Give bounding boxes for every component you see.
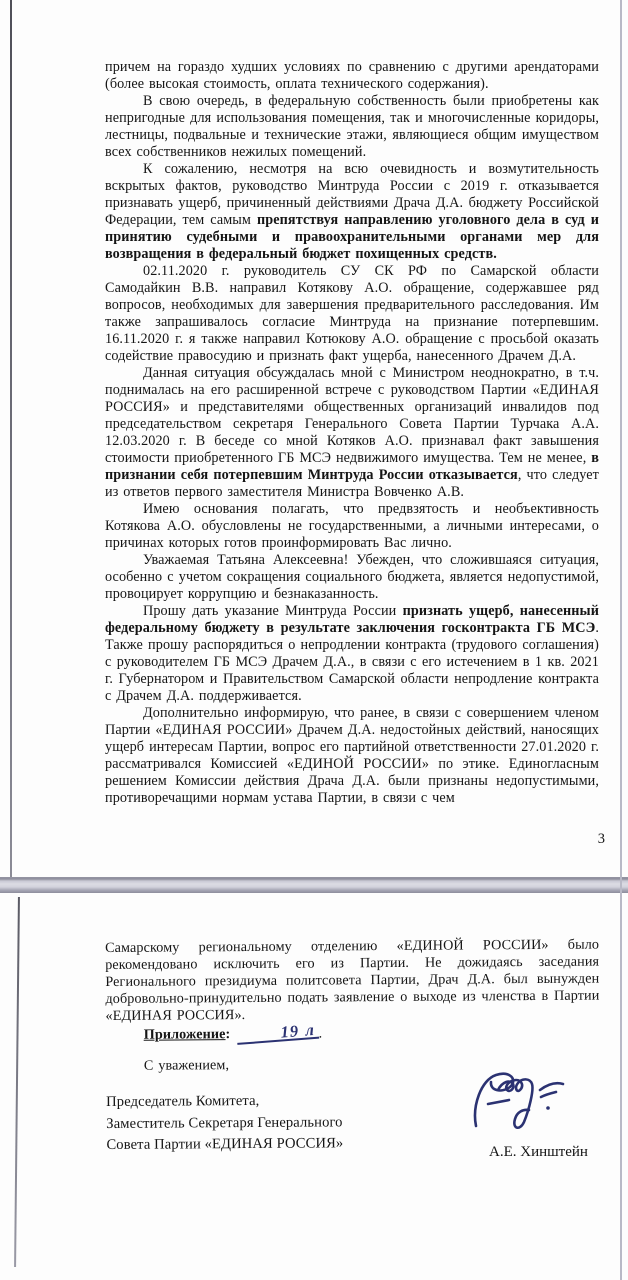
text-segment: К сожалению, несмотря на всю очевидность и возмутительность вскрытых фактов, руководство Минтруда России с 2019 г. отказывается признавать ущерб, причиненный действиями Драча Д.А. бюджету Российской Федерации, тем самым <box>105 161 599 228</box>
paragraph <box>105 365 599 501</box>
closing-salutation: С уважением, <box>143 1057 230 1074</box>
text-segment: причем на гораздо худших условиях по сравнению с другими арендаторами (более высокая стоимость, оплата технического содержания). <box>105 59 599 92</box>
scan-edge-line <box>14 897 20 1267</box>
text-segment: . Также прошу распорядиться о непродлении контракта (трудового соглашения) с руководителем ГБ МСЭ Драчем Д.А., в связи с его истечением в 1 кв. 2021 г. Губернатором и Правительством Самарской области непродление контракта с Драчем Д.А. поддерживается. <box>105 620 599 704</box>
paragraph <box>105 59 599 93</box>
scan-edge-line <box>10 0 12 877</box>
signer-name: А.Е. Хинштейн <box>489 1144 588 1160</box>
paragraph <box>105 263 599 365</box>
handwritten-attachment-count: 19 л <box>236 1022 319 1045</box>
paragraph <box>105 552 599 603</box>
page-right-edge <box>620 0 622 1280</box>
signer-title-line: Заместитель Секретаря Генерального <box>106 1113 343 1132</box>
text-segment: , что следует из ответов первого заместителя Министра Вовченко А.В. <box>105 467 599 500</box>
page-1-text <box>105 59 599 807</box>
paragraph <box>105 93 599 161</box>
text-segment: Уважаемая Татьяна Алексеевна! Убежден, что сложившаяся ситуация, особенно с учетом сокращения социального бюджета, является недопустимой, провоцирует коррупцию и безнаказанность. <box>105 552 599 602</box>
paragraph <box>105 161 599 263</box>
text-segment: Имею основания полагать, что предвзятость и необъективность Котякова А.О. обусловлены не государственными, а личными интересами, о причинах которых готов проинформировать Вас лично. <box>105 501 599 551</box>
paragraph <box>105 937 600 1025</box>
paragraph <box>105 501 599 552</box>
attachment-separator: : <box>225 1026 231 1043</box>
paragraph <box>105 705 599 807</box>
paragraph <box>105 603 599 705</box>
text-segment: Прошу дать указание Минтруда России <box>143 603 403 619</box>
signer-title-line: Совета Партии «ЕДИНАЯ РОССИЯ» <box>106 1135 344 1153</box>
signer-title-line: Председатель Комитета, <box>106 1092 260 1110</box>
text-segment: 02.11.2020 г. руководитель СУ СК РФ по Самарской области Самодайкин В.В. направил Котякову А.О. обращение, содержавшее ряд вопросов, необходимых для завершения предварительного расследования. Им также запрашивалось согласие Минтруда на признание потерпевшим. 16.11.2020 г. я также направил Котюкову А.О. обращение с просьбой оказать содействие правосудию и признать факт ущерба, нанесенного Драчем Д.А. <box>105 263 599 364</box>
attachment-line <box>106 1019 600 1044</box>
text-segment: Самарскому региональному отделению «ЕДИНОЙ РОССИИ» было рекомендовано исключить его из Партии. Не дожидаясь заседания Регионального президиума политсовета Партии, Драч Д.А. был вынужден добровольно-принудительно подать заявление о выходе из членства в Партии «ЕДИНАЯ РОССИЯ». <box>105 936 600 1024</box>
text-segment-bold: препятствуя направлению уголовного дела в суд и принятию судебными и правоохранительными органами мер для возвращения в федеральный бюджет похищенных средств. <box>105 212 599 262</box>
text-segment-bold: признать ущерб, нанесенный федеральному бюджету в результате заключения госконтракта ГБ МСЭ <box>105 603 599 636</box>
page-number: 3 <box>597 831 605 847</box>
attachment-suffix: . <box>318 1025 323 1042</box>
signature-icon <box>468 1068 586 1148</box>
text-segment: В свою очередь, в федеральную собственность были приобретены как непригодные для использования помещения, так и многочисленные коридоры, лестницы, подвальные и технические этажи, являющиеся общим имуществом всех собственников нежилых помещений. <box>105 93 599 160</box>
text-segment: Дополнительно информирую, что ранее, в связи с совершением членом Партии «ЕДИНАЯ РОССИИ» Драчем Д.А. недостойных действий, наносящих ущерб интересам Партии, вопрос его партийной ответственности 27.01.2020 г. рассматривался Комиссией «ЕДИНОЙ РОССИИ» по этике. Единогласным решением Комиссии действия Драча Д.А. были признаны недопустимыми, противоречащими нормам устава Партии, в связи с чем <box>105 705 599 806</box>
attachment-label: Приложение <box>143 1026 226 1043</box>
page-2 <box>0 893 628 1280</box>
text-segment-bold: в признании себя потерпевшим Минтруда России отказывается <box>105 450 599 483</box>
page-separator <box>0 877 628 893</box>
text-segment: Данная ситуация обсуждалась мной с Министром неоднократно, в т.ч. поднималась на его расширенной встрече с руководством Партии «ЕДИНАЯ РОССИЯ» и представителями общественных организаций инвалидов под председательством секретаря Генерального Совета Партии Турчака А.А. 12.03.2020 г. В беседе со мной Котяков А.О. признавал факт завышения стоимости приобретенного ГБ МСЭ недвижимого имущества. Тем не менее, <box>105 365 599 466</box>
